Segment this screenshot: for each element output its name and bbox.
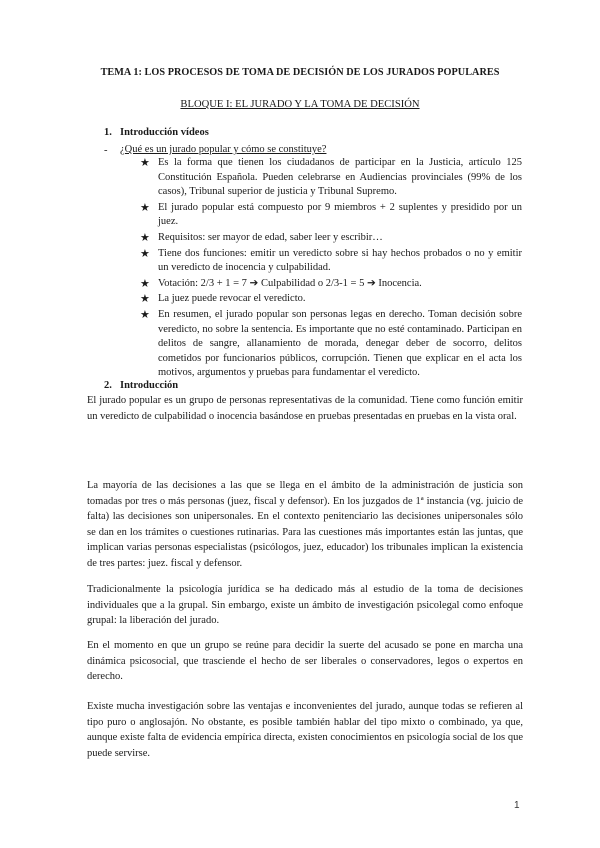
star-icon: ★ <box>140 157 150 169</box>
star-icon: ★ <box>140 277 150 290</box>
star-icon: ★ <box>140 308 150 321</box>
list-item <box>140 292 522 307</box>
list-item-text: Es la forma que tienen los ciudadanos de participar en la Justicia, artículo 125 Constitución Española. Pueden celebrarse en Audiencias provinciales (99% de los casos), Tribunal superior de justicia y Tribunal Supremo. <box>158 157 522 198</box>
section-1-title: Introducción vídeos <box>120 127 209 138</box>
star-icon: ★ <box>140 231 150 244</box>
list-item <box>140 308 522 381</box>
star-icon: ★ <box>140 293 150 306</box>
section-2-title: Introducción <box>120 380 179 391</box>
paragraph: El jurado popular es un grupo de personas representativas de la comunidad. Tiene como función emitir un veredicto de culpabilidad o inocencia basándose en pruebas presentadas en pruebas en la vista oral. <box>87 395 523 422</box>
star-icon: ★ <box>140 247 150 260</box>
list-item-text: Requisitos: ser mayor de edad, saber leer y escribir… <box>158 231 383 243</box>
question-dash: - <box>104 145 108 156</box>
section-1-heading <box>104 127 209 138</box>
list-item <box>140 277 522 292</box>
list-item-text: El jurado popular está compuesto por 9 miembros + 2 suplentes y presidido por un juez. <box>158 201 522 228</box>
paragraph: La mayoría de las decisiones a las que se llega en el ámbito de la administración de justicia son tomadas por tres o más personas (juez, fiscal y defensor). En los juzgados de 1ª instancia (vg. juicio de falta) las decisiones son unipersonales. En el contexto penitenciario las decisiones unipersonales sólo se dan en los trámites o cuestiones rutinarias. Para las cuestiones más importantes están las juntas, que implican varias personas especialistas (psicólogos, juez, educador) los tribunales implican la existencia de tres partes: juez. fiscal y defensor. <box>87 480 523 569</box>
page-number: 1 <box>514 800 520 811</box>
list-item-text: La juez puede revocar el veredicto. <box>158 293 306 305</box>
block-heading: BLOQUE I: EL JURADO Y LA TOMA DE DECISIÓN <box>180 99 420 110</box>
paragraph: Tradicionalmente la psicología jurídica se ha dedicado más al estudio de la toma de decisiones individuales que a la grupal. Sin embargo, existe un ámbito de investigación psicolegal como enfoque grupal: la liberación del jurado. <box>87 584 523 627</box>
question-heading: ¿Qué es un jurado popular y cómo se constituye? <box>120 144 327 155</box>
list-item-text: Votación: 2/3 + 1 = 7 ➔ Culpabilidad o 2/3-1 = 5 ➔ Inocencia. <box>158 277 422 289</box>
list-item <box>140 231 522 246</box>
document-title: TEMA 1: LOS PROCESOS DE TOMA DE DECISIÓN DE LOS JURADOS POPULARES <box>100 67 500 78</box>
bullet-list <box>140 156 522 382</box>
list-item <box>140 201 522 230</box>
paragraph: En el momento en que un grupo se reúne para decidir la suerte del acusado se pone en marcha una dinámica psicosocial, que trasciende el hecho de ser liberales o conservadores, legos o expertos en derecho. <box>87 640 523 683</box>
list-item-text: Tiene dos funciones: emitir un veredicto sobre si hay hechos probados o no y emitir un veredicto de inocencia y culpabilidad. <box>158 247 522 274</box>
list-item-text: En resumen, el jurado popular son personas legas en derecho. Toman decisión sobre veredicto, no sobre la sentencia. Es importante que no esté contaminado. Participan en delitos de sangre, allanamiento de morada, denegar deber de socorro, delitos cometidos por funcionarios públicos, corrupción. Tienen que explicar en el acta los motivos, argumentos y pruebas para fundamentar el veredicto. <box>158 308 522 379</box>
section-2-heading <box>104 380 178 391</box>
section-2-number: 2. <box>104 380 112 391</box>
star-icon: ★ <box>140 201 150 214</box>
section-1-number: 1. <box>104 127 112 138</box>
paragraph: Existe mucha investigación sobre las ventajas e inconvenientes del jurado, aunque todas se refieren al tipo puro o anglosajón. No obstante, es posible también hablar del tipo mixto o combinado, ya que, aunque existe falta de evidencia empírica directa, existen conocimientos en psicología social de los que puede servirse. <box>87 701 523 759</box>
list-item <box>140 156 522 200</box>
list-item <box>140 247 522 276</box>
